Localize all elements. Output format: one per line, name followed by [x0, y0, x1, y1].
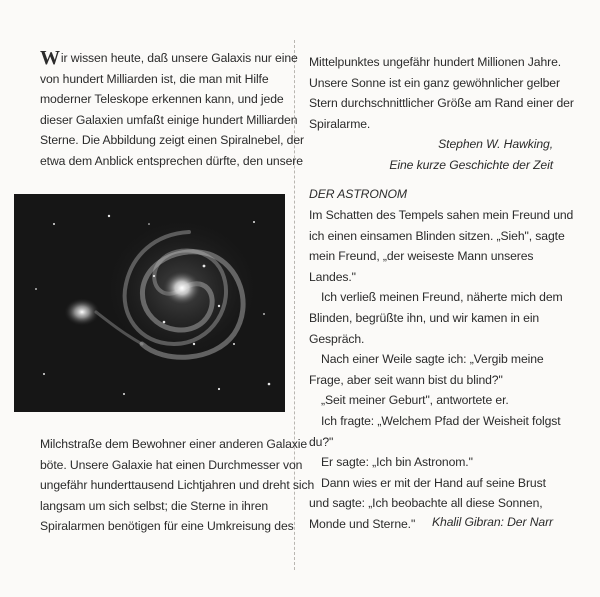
intro-line-1-text: ir wissen heute, daß unsere Galaxis nur eine	[60, 51, 298, 65]
right-top-line-3: Stern durchschnittlicher Größe am Rand einer der	[309, 96, 574, 111]
continuation-line-3: ungefähr hunderttausend Lichtjahren und dreht sich	[40, 478, 315, 493]
story-title-text: DER ASTRONOM	[309, 187, 407, 201]
story-line-14: Dann wies er mit der Hand auf seine Brust	[321, 475, 546, 490]
continuation-paragraph	[40, 434, 314, 537]
story-line-12: du?"	[309, 434, 334, 449]
drop-cap: W	[40, 47, 60, 69]
story-line-6: Blinden, begrüßte ihn, und wir kamen in ein	[309, 310, 540, 325]
continuation-line-1: Milchstraße dem Bewohner einer anderen Galaxie	[40, 437, 308, 451]
story-title	[309, 184, 407, 205]
intro-line-5: Sterne. Die Abbildung zeigt einen Spiralnebel, der	[40, 133, 304, 148]
story-line-11: Ich fragte: „Welchem Pfad der Weisheit folgst	[321, 413, 561, 428]
story-line-8: Nach einer Weile sagte ich: „Vergib meine	[321, 352, 544, 367]
citation-gibran-text: Khalil Gibran: Der Narr	[432, 515, 553, 529]
continuation-line-2: böte. Unsere Galaxie hat einen Durchmesser von	[40, 457, 303, 472]
citation-gibran	[309, 512, 553, 533]
story-text	[309, 205, 573, 535]
continuation-line-5: Spiralarmen benötigen für eine Umkreisung des	[40, 519, 294, 534]
citation-book: Eine kurze Geschichte der Zeit	[389, 157, 553, 172]
intro-paragraph	[40, 48, 304, 172]
intro-line-4: dieser Galaxien umfaßt einige hundert Milliarden	[40, 112, 298, 127]
story-line-9: Frage, aber seit wann bist du blind?"	[309, 372, 503, 387]
intro-line-6: etwa dem Anblick entsprechen dürfte, den unsere	[40, 153, 303, 168]
story-line-5: Ich verließ meinen Freund, näherte mich dem	[321, 290, 563, 305]
story-line-4: Landes."	[309, 269, 356, 284]
continuation-line-4: langsam um sich selbst; die Sterne in ihren	[40, 498, 269, 513]
intro-line-1	[40, 48, 304, 69]
story-line-7: Gespräch.	[309, 331, 365, 346]
story-line-3: mein Freund, „der weiseste Mann unseres	[309, 249, 534, 264]
spiral-galaxy-photo	[14, 194, 285, 412]
citation-hawking	[309, 134, 553, 175]
right-top-paragraph	[309, 52, 574, 134]
story-line-16: Monde und Sterne."	[309, 516, 416, 531]
story-line-2: ich einen einsamen Blinden sitzen. „Sieh", sagte	[309, 228, 565, 243]
story-line-1: Im Schatten des Tempels sahen mein Freund und	[309, 208, 574, 222]
right-top-line-2: Unsere Sonne ist ein ganz gewöhnlicher gelber	[309, 75, 560, 90]
citation-author: Stephen W. Hawking,	[438, 137, 553, 151]
story-line-15: und sagte: „Ich beobachte all diese Sonnen,	[309, 496, 543, 511]
right-top-line-1: Mittelpunktes ungefähr hundert Millionen Jahre.	[309, 55, 562, 69]
story-line-10: „Seit meiner Geburt", antwortete er.	[321, 393, 509, 408]
story-line-13: Er sagte: „Ich bin Astronom."	[321, 455, 473, 470]
intro-line-2: von hundert Milliarden ist, die man mit Hilfe	[40, 71, 269, 86]
intro-line-3: moderner Teleskope erkennen kann, und jede	[40, 92, 284, 107]
right-top-line-4: Spiralarme.	[309, 116, 371, 131]
